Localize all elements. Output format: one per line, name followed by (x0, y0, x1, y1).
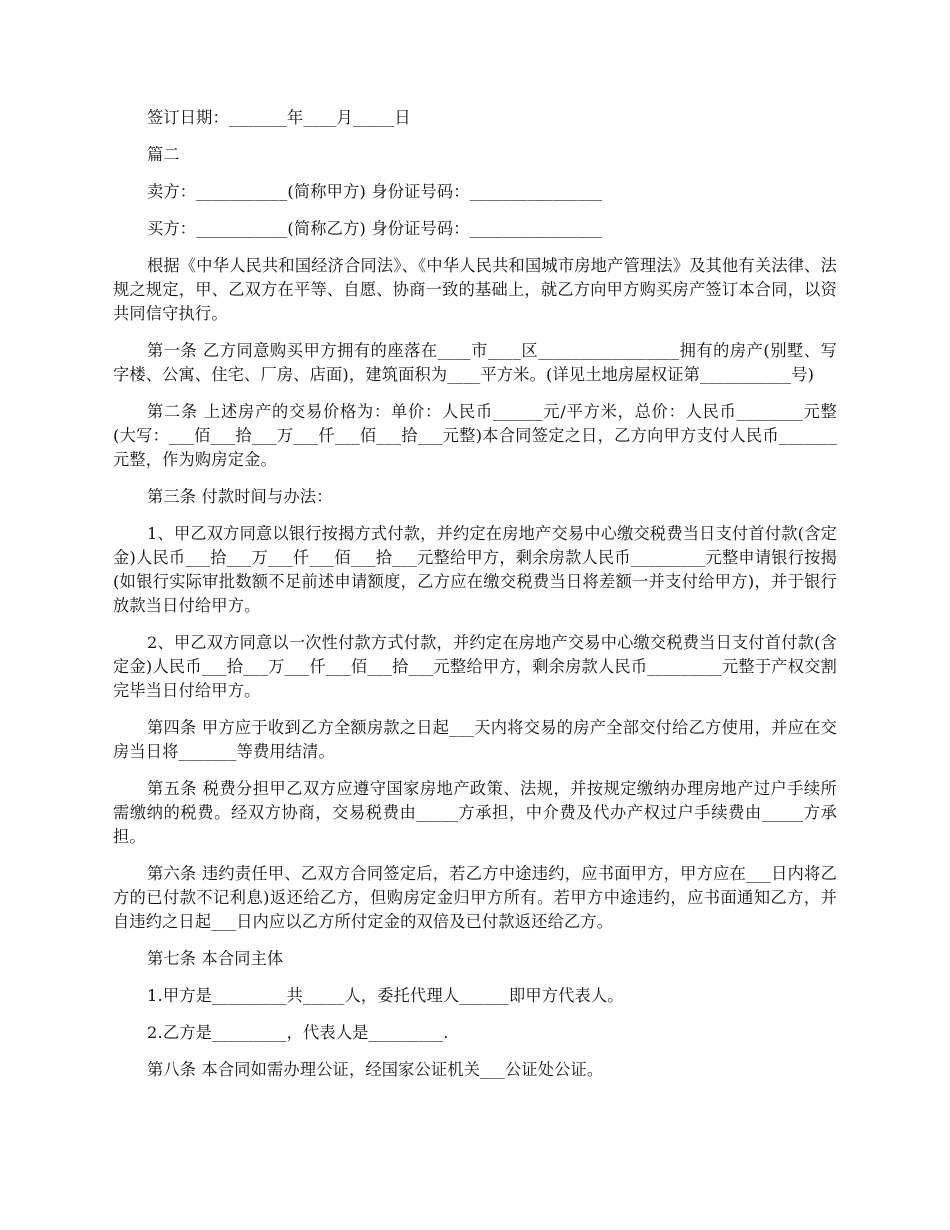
article-7-clause-2: 2.乙方是_________，代表人是_________. (147, 1023, 449, 1042)
buyer-line: 买方：___________(简称乙方) 身份证号码：________________ (147, 219, 603, 238)
section-heading: 篇二 (147, 145, 180, 164)
article-5-paragraph: 第五条 税费分担甲乙双方应遵守国家房地产政策、法规，并按规定缴纳办理房地产过户手续所需缴纳的税费。经双方协商，交易税费由_____方承担，中介费及代办产权过户手续费由_____方承担。 (113, 779, 837, 846)
seller-line: 卖方：___________(简称甲方) 身份证号码：________________ (147, 182, 603, 201)
article-3-clause-1: 1、甲乙双方同意以银行按揭方式付款，并约定在房地产交易中心缴交税费当日支付首付款(含定金)人民币___拾___万___仟___佰___拾___元整给甲方，剩余房款人民币_________元整申请银行按揭(如银行实际审批数额不足前述申请额度，乙方应在缴交税费当日将差额一并支付给甲方)，并于银行放款当日付给甲方。 (113, 524, 837, 615)
article-7-heading: 第七条 本合同主体 (147, 949, 284, 968)
article-4-paragraph: 第四条 甲方应于收到乙方全额房款之日起___天内将交易的房产全部交付给乙方使用，并应在交房当日将_______等费用结清。 (113, 718, 837, 761)
article-7-clause-1: 1.甲方是_________共_____人，委托代理人______即甲方代表人。 (147, 986, 624, 1005)
article-3-clause-2: 2、甲乙双方同意以一次性付款方式付款，并约定在房地产交易中心缴交税费当日支付首付款(含定金)人民币___拾___万___仟___佰___拾___元整给甲方，剩余房款人民币_________元整于产权交割完毕当日付给甲方。 (113, 633, 837, 700)
article-6-paragraph: 第六条 违约责任甲、乙双方合同签定后，若乙方中途违约，应书面甲方，甲方应在___日内将乙方的已付款不记利息)返还给乙方，但购房定金归甲方所有。若甲方中途违约，应书面通知乙方，并自违约之日起___日内应以乙方所付定金的双倍及已付款返还给乙方。 (113, 864, 837, 931)
article-8-paragraph: 第八条 本合同如需办理公证，经国家公证机关___公证处公证。 (147, 1060, 604, 1079)
article-3-heading: 第三条 付款时间与办法： (147, 487, 333, 506)
preamble-paragraph: 根据《中华人民共和国经济合同法》、《中华人民共和国城市房地产管理法》及其他有关法律、法规之规定，甲、乙双方在平等、自愿、协商一致的基础上，就乙方向甲方购买房产签订本合同，以资共同信守执行。 (113, 256, 837, 323)
document-page (113, 106, 837, 1095)
article-2-paragraph: 第二条 上述房产的交易价格为：单价：人民币______元/平方米，总价：人民币________元整(大写：___佰___拾___万___仟___佰___拾___元整)本合同签定之日，乙方向甲方支付人民币_______元整，作为购房定金。 (113, 402, 837, 469)
signing-date-line: 签订日期：_______年____月_____日 (147, 108, 411, 127)
article-1-paragraph: 第一条 乙方同意购买甲方拥有的座落在____市____区_________________拥有的房产(别墅、写字楼、公寓、住宅、厂房、店面)，建筑面积为____平方米。(详见土地房屋权证第___________号) (113, 341, 837, 384)
